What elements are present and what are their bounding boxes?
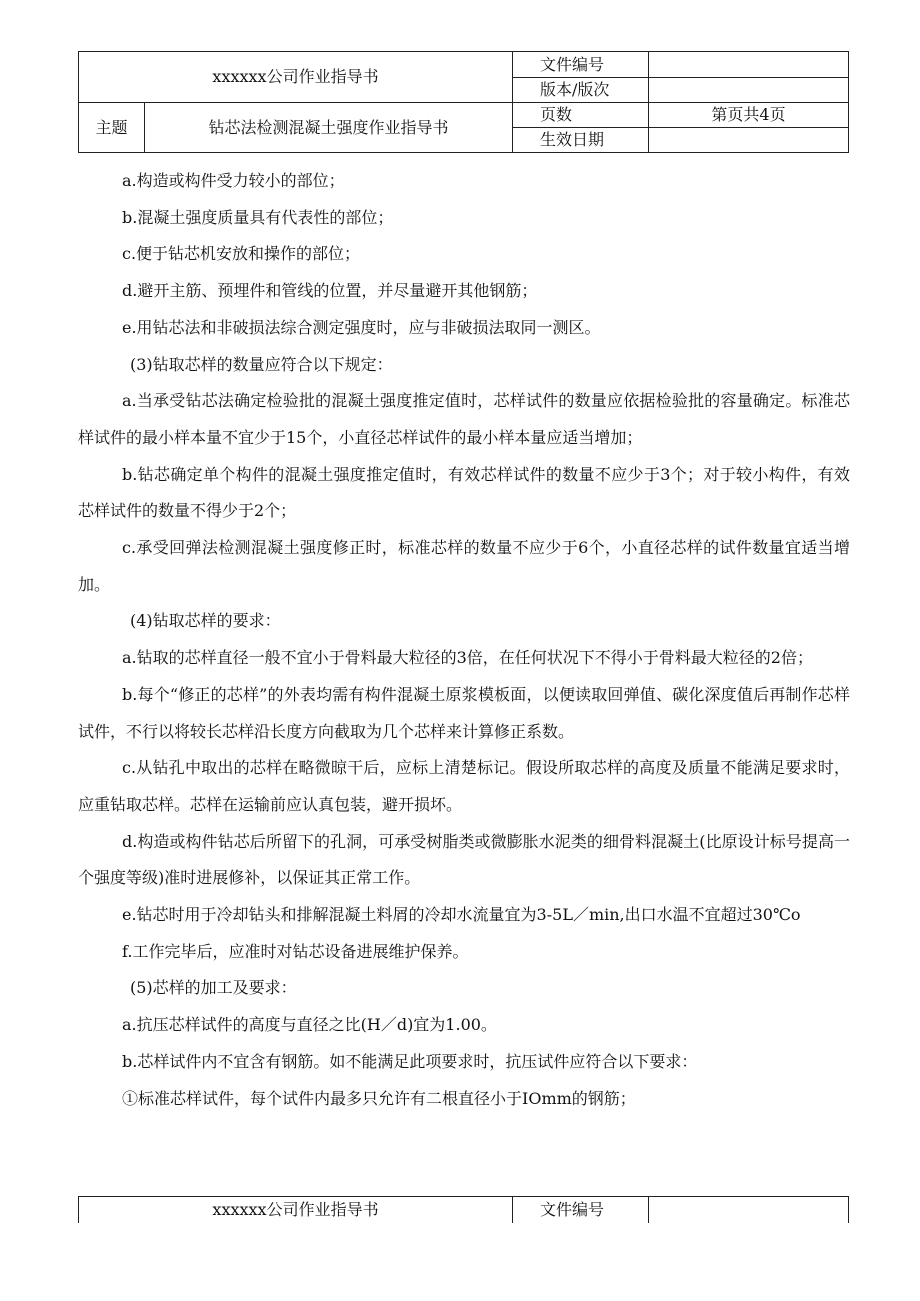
section-heading: (4)钻取芯样的要求： — [130, 611, 281, 631]
paragraph: e.钻芯时用于冷却钻头和排解混凝土料屑的冷却水流量宜为3-5L／min,出口水温不宜超过30℃o — [122, 905, 801, 925]
pages-value: 第页共4页 — [649, 103, 849, 128]
file-number-label: 文件编号 — [513, 1197, 649, 1224]
pages-label: 页数 — [513, 103, 649, 128]
section-heading: (5)芯样的加工及要求： — [130, 978, 297, 998]
effective-date-value — [649, 128, 849, 153]
file-number-value — [649, 1197, 849, 1224]
next-page-header-table — [78, 1196, 849, 1223]
paragraph: c.便于钻芯机安放和操作的部位； — [122, 244, 361, 264]
paragraph: b.混凝土强度质量具有代表性的部位； — [122, 207, 394, 227]
version-label: 版本/版次 — [513, 78, 649, 103]
paragraph: d.避开主筋、预埋件和管线的位置，并尽量避开其他钢筋； — [122, 281, 538, 301]
paragraph: a.钻取的芯样直径一般不宜小于骨料最大粒径的3倍，在任何状况下不得小于骨料最大粒径的2倍； — [122, 648, 813, 668]
version-value — [649, 78, 849, 103]
paragraph: f.工作完毕后，应准时对钻芯设备进展维护保养。 — [122, 941, 469, 961]
paragraph: a.抗压芯样试件的高度与直径之比(H／d)宜为1.00。 — [122, 1015, 497, 1035]
company-title: xxxxxx公司作业指导书 — [79, 52, 513, 103]
paragraph: a.当承受钻芯法确定检验批的混凝土强度推定值时，芯样试件的数量应依据检验批的容量确定。标准芯样试件的最小样本量不宜少于15个，小直径芯样试件的最小样本量应适当增加； — [78, 391, 850, 447]
document-body — [78, 163, 850, 1117]
file-number-value — [649, 52, 849, 78]
paragraph: b.钻芯确定单个构件的混凝土强度推定值时，有效芯样试件的数量不应少于3个；对于较小构件，有效芯样试件的数量不得少于2个； — [78, 464, 850, 521]
file-number-label: 文件编号 — [513, 52, 649, 78]
paragraph: c.承受回弹法检测混凝土强度修正时，标准芯样的数量不应少于6个，小直径芯样的试件数量宜适当增加。 — [78, 538, 850, 594]
company-title: xxxxxx公司作业指导书 — [79, 1197, 513, 1224]
paragraph: e.用钻芯法和非破损法综合测定强度时，应与非破损法取同一测区。 — [122, 317, 601, 337]
paragraph: b.芯样试件内不宜含有钢筋。如不能满足此项要求时，抗压试件应符合以下要求： — [122, 1051, 698, 1071]
paragraph: a.构造或构件受力较小的部位； — [122, 171, 345, 190]
subject-value: 钻芯法检测混凝土强度作业指导书 — [145, 103, 513, 153]
subject-label: 主题 — [79, 103, 145, 153]
paragraph: c.从钻孔中取出的芯样在略微晾干后，应标上清楚标记。假设所取芯样的高度及质量不能满足要求时，应重钻取芯样。芯样在运输前应认真包装，避开损坏。 — [78, 758, 850, 814]
paragraph: b.每个“修正的芯样”的外表均需有构件混凝土原浆模板面，以便读取回弹值、碳化深度值后再制作芯样试件，不行以将较长芯样沿长度方向截取为几个芯样来计算修正系数。 — [78, 684, 850, 741]
section-heading: (3)钻取芯样的数量应符合以下规定： — [130, 354, 393, 374]
document-header-table — [78, 51, 849, 153]
paragraph: ①标准芯样试件，每个试件内最多只允许有二根直径小于IOmm的钢筋； — [122, 1088, 636, 1108]
effective-date-label: 生效日期 — [513, 128, 649, 153]
paragraph: d.构造或构件钻芯后所留下的孔洞，可承受树脂类或微膨胀水泥类的细骨料混凝土(比原设计标号提高一个强度等级)准时进展修补，以保证其正常工作。 — [78, 831, 850, 888]
